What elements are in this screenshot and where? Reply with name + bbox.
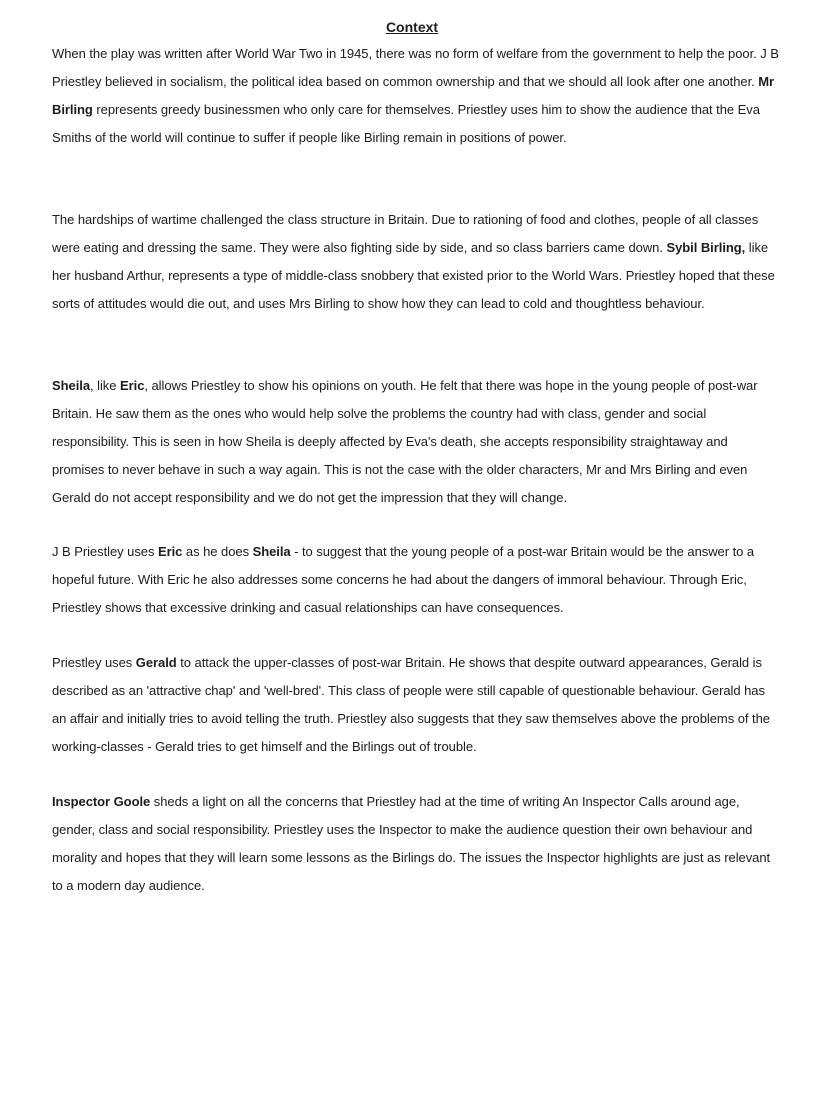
text-run: J B Priestley uses [52, 544, 158, 559]
text-run: , like [90, 378, 120, 393]
text-run: to attack the upper-classes of post-war Britain. He shows that despite outward appearances, Gerald is described as an 'attractive chap' and 'well-bred'. This class of people were still capable of questionable behaviour. Gerald has an affair and initially tries to avoid telling the truth. Priestley also suggests that they saw themselves above the problems of the working-classes - Gerald tries to get himself and the Birlings out of trouble. [52, 655, 770, 754]
paragraph-eric [52, 538, 782, 622]
text-run: sheds a light on all the concerns that Priestley had at the time of writing An Inspector Calls around age, gender, class and social responsibility. Priestley uses the Inspector to make the audience question their own behaviour and morality and hopes that they will learn some lessons as the Birlings do. The issues the Inspector highlights are just as relevant to a modern day audience. [52, 794, 771, 893]
text-run: Priestley uses [52, 655, 136, 670]
character-name-sheila: Sheila [52, 378, 90, 393]
character-name-gerald: Gerald [135, 655, 177, 670]
character-name-inspector-goole: Inspector Goole [52, 794, 151, 809]
text-run: , allows Priestley to show his opinions on youth. He felt that there was hope in the young people of post-war Britain. He saw them as the ones who would help solve the problems the country had with class, gender and social responsibility. This is seen in how Sheila is deeply affected by Eva's death, she accepts responsibility straightaway and promises to never behave in such a way again. This is not the case with the older characters, Mr and Mrs Birling and even Gerald do not accept responsibility and we do not get the impression that they will change. [52, 378, 758, 505]
page-title-text: Context [385, 19, 439, 35]
paragraph-sheila [52, 372, 782, 512]
text-run: The hardships of wartime challenged the class structure in Britain. Due to rationing of food and clothes, people of all classes were eating and dressing the same. They were also fighting side by side, and so class barriers came down. [52, 212, 759, 255]
character-name-sybil-birling: Sybil Birling, [666, 240, 746, 255]
paragraph-gerald [52, 649, 782, 761]
text-run: as he does [182, 544, 253, 559]
paragraph-sybil-birling [52, 206, 782, 318]
paragraph-mr-birling [52, 40, 782, 152]
character-name-sheila: Sheila [252, 544, 291, 559]
text-run: - to suggest that the young people of a post-war Britain would be the answer to a hopeful future. With Eric he also addresses some concerns he had about the dangers of immoral behaviour. Through Eric, Priestley shows that excessive drinking and casual relationships can have consequences. [52, 544, 755, 615]
text-run: When the play was written after World War Two in 1945, there was no form of welfare from the government to help the poor. J B Priestley believed in socialism, the political idea based on common ownership and that we should all look after one another. [52, 46, 779, 89]
character-name-eric: Eric [120, 378, 145, 393]
character-name-mr-birling: Mr Birling [52, 74, 775, 117]
page-title [0, 17, 824, 37]
text-run: like her husband Arthur, represents a type of middle-class snobbery that existed prior to the World Wars. Priestley hoped that these sorts of attitudes would die out, and uses Mrs Birling to show how they can lead to cold and thoughtless behaviour. [52, 240, 775, 311]
text-run: represents greedy businessmen who only care for themselves. Priestley uses him to show the audience that the Eva Smiths of the world will continue to suffer if people like Birling remain in positions of power. [52, 102, 760, 145]
paragraph-inspector-goole [52, 788, 782, 900]
character-name-eric: Eric [157, 544, 183, 559]
